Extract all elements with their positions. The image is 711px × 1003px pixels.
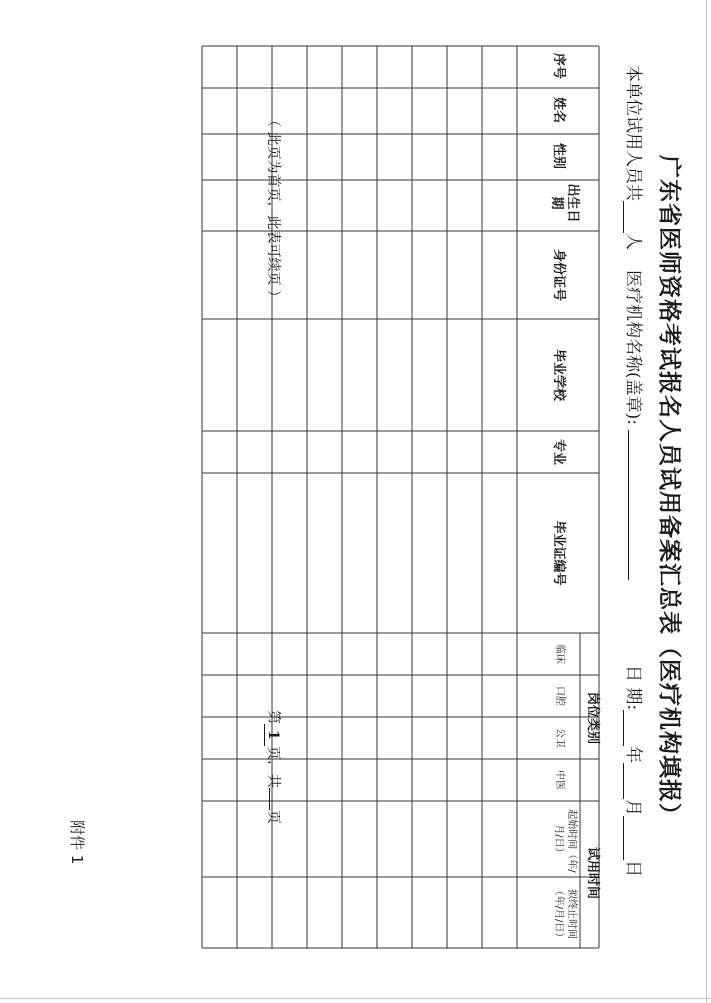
table-lines (201, 45, 600, 949)
date-month-label: 月 (623, 799, 643, 817)
date-line (623, 665, 648, 877)
header-gender: 性别 (551, 142, 566, 169)
date-day-blank[interactable] (623, 816, 642, 860)
header-trial-group: 试用时间 (585, 846, 600, 899)
page-edge-right (706, 0, 707, 1003)
date-month-blank[interactable] (623, 763, 642, 799)
page-edge-bottom (0, 998, 711, 999)
header-trial-start: 起始时间（年/月/日） (553, 809, 577, 873)
header-post-kouqiang: 口腔 (554, 686, 565, 706)
header-cert-no: 毕业证编号 (551, 520, 566, 586)
staff-count-prefix: 本单位试用人员共 (623, 65, 643, 201)
date-label: 日 期: (623, 665, 643, 711)
staff-count-blank[interactable] (623, 201, 642, 233)
header-post-gongwei: 公卫 (554, 728, 565, 748)
footer-page-info (264, 710, 284, 824)
header-school: 毕业学校 (551, 348, 566, 401)
footer-page-suffix: 页 (265, 810, 281, 824)
staff-count-suffix: 人 (623, 233, 643, 250)
org-name-line (623, 270, 648, 425)
date-year-blank[interactable] (623, 710, 642, 746)
date-day-label: 日 (623, 860, 643, 878)
header-id-no: 身份证号 (551, 248, 566, 301)
footer-page-prefix: 第 (265, 710, 281, 724)
header-post-group: 岗位类别 (585, 691, 600, 744)
attachment-label-text: 附件 1 (68, 820, 86, 865)
footer-page-total-blank[interactable] (269, 788, 270, 810)
attachment-label-rotated (67, 820, 88, 864)
table-row[interactable] (412, 46, 447, 948)
table-row[interactable] (307, 46, 342, 948)
header-name: 姓名 (551, 96, 566, 123)
header-trial-end: 拟终止时间（年/月/日） (553, 885, 577, 943)
org-name-blank[interactable] (628, 430, 629, 580)
header-seq: 序号 (551, 52, 566, 79)
table-row[interactable] (482, 46, 517, 948)
table-row[interactable] (342, 46, 377, 948)
header-post-zhongyi: 中医 (554, 770, 565, 790)
form-title: 广东省医师资格考试报名人员试用备案汇总表（医疗机构填报） (656, 155, 683, 827)
header-birth: 出生日期 (549, 183, 580, 223)
footer-page-mid: 页，共 (265, 746, 281, 788)
date-year-label: 年 (623, 746, 643, 764)
table-row[interactable] (202, 46, 237, 948)
form-sheet (80, 45, 683, 943)
table-row[interactable] (447, 46, 482, 948)
staff-count-line (623, 65, 648, 250)
footer-note: （ 此页为首页，此表可续页 ） (265, 113, 281, 304)
header-major: 专业 (551, 438, 566, 465)
table-row[interactable] (377, 46, 412, 948)
header-post-linchuang: 临床 (554, 644, 565, 664)
org-name-label: 医疗机构名称(盖章): (623, 270, 643, 425)
footer-page-number: 1 (264, 724, 281, 746)
summary-table (80, 45, 600, 943)
